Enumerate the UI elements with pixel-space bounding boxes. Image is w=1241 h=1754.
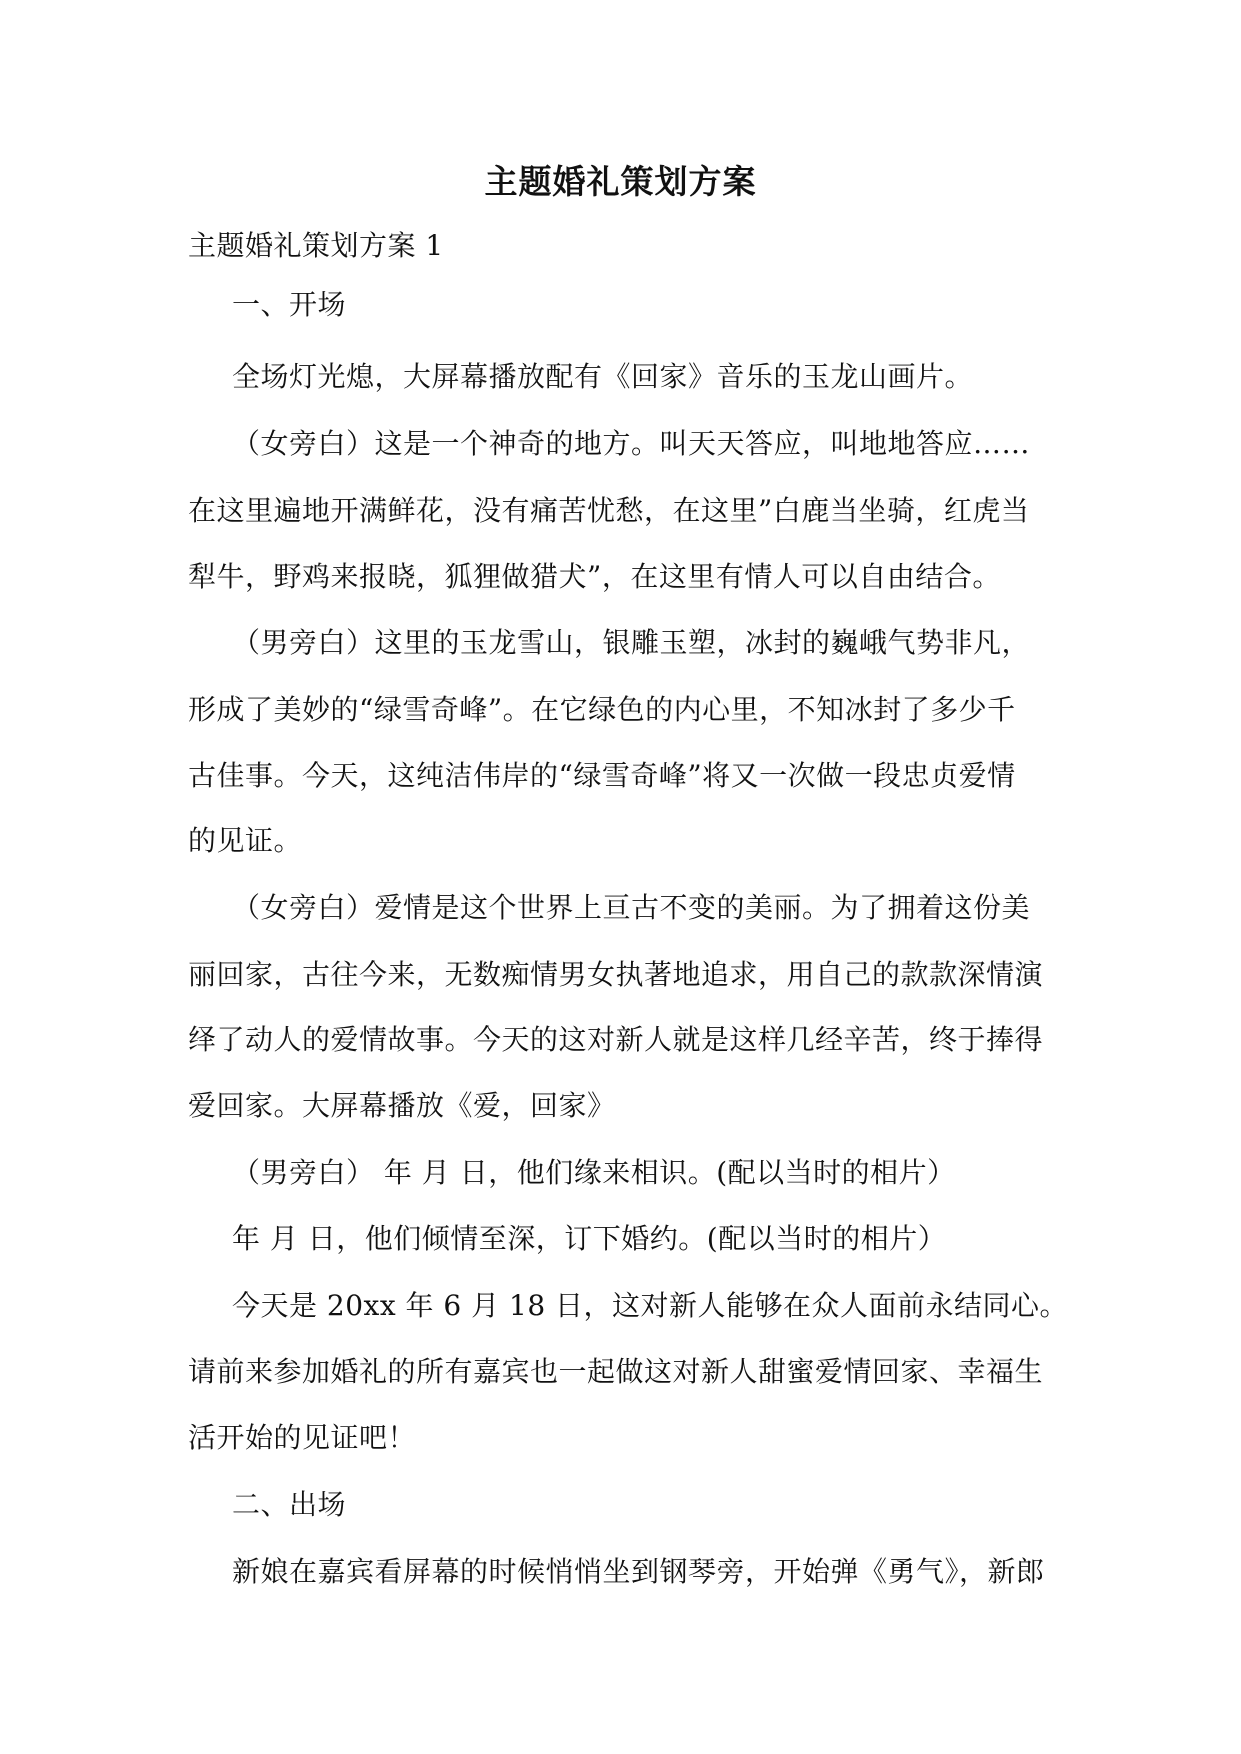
section-heading-entrance: 二、出场 [232,1488,347,1521]
paragraph-line: 年 月 日，他们倾情至深，订下婚约。(配以当时的相片） [232,1222,947,1255]
paragraph-line: 活开始的见证吧！ [188,1421,417,1454]
paragraph-line: （女旁白）这是一个神奇的地方。叫天天答应，叫地地答应…… [232,427,1031,460]
paragraph-line: 形成了美妙的“绿雪奇峰”。在它绿色的内心里，不知冰封了多少千 [188,693,1016,726]
paragraph-line: （男旁白） 年 月 日，他们缘来相识。(配以当时的相片） [232,1156,956,1189]
paragraph-line: 在这里遍地开满鲜花，没有痛苦忧愁，在这里”白鹿当坐骑，红虎当 [188,494,1030,527]
paragraph-line: 全场灯光熄，大屏幕播放配有《回家》音乐的玉龙山画片。 [232,360,974,393]
paragraph-line: 犁牛，野鸡来报晓，狐狸做猎犬”，在这里有情人可以自由结合。 [188,560,1001,593]
paragraph-line: 的见证。 [188,824,303,857]
paragraph-line: 丽回家，古往今来，无数痴情男女执著地追求，用自己的款款深情演 [188,958,1044,991]
paragraph-line: 爱回家。大屏幕播放《爱，回家》 [188,1089,616,1122]
paragraph-line: 今天是 20xx 年 6 月 18 日，这对新人能够在众人面前永结同心。 [232,1289,1069,1322]
paragraph-line: 请前来参加婚礼的所有嘉宾也一起做这对新人甜蜜爱情回家、幸福生 [188,1355,1044,1388]
document-title: 主题婚礼策划方案 [484,162,757,201]
paragraph-line: 绎了动人的爱情故事。今天的这对新人就是这样几经辛苦，终于捧得 [188,1023,1044,1056]
section-heading-plan-1: 主题婚礼策划方案 1 [188,229,444,262]
section-heading-opening: 一、开场 [232,288,347,321]
paragraph-line: （女旁白）爱情是这个世界上亘古不变的美丽。为了拥着这份美 [232,891,1031,924]
paragraph-line: 古佳事。今天，这纯洁伟岸的“绿雪奇峰”将又一次做一段忠贞爱情 [188,759,1016,792]
paragraph-line: （男旁白）这里的玉龙雪山，银雕玉塑，冰封的巍峨气势非凡， [232,626,1031,659]
paragraph-line: 新娘在嘉宾看屏幕的时候悄悄坐到钢琴旁，开始弹《勇气》，新郎 [232,1555,1045,1588]
